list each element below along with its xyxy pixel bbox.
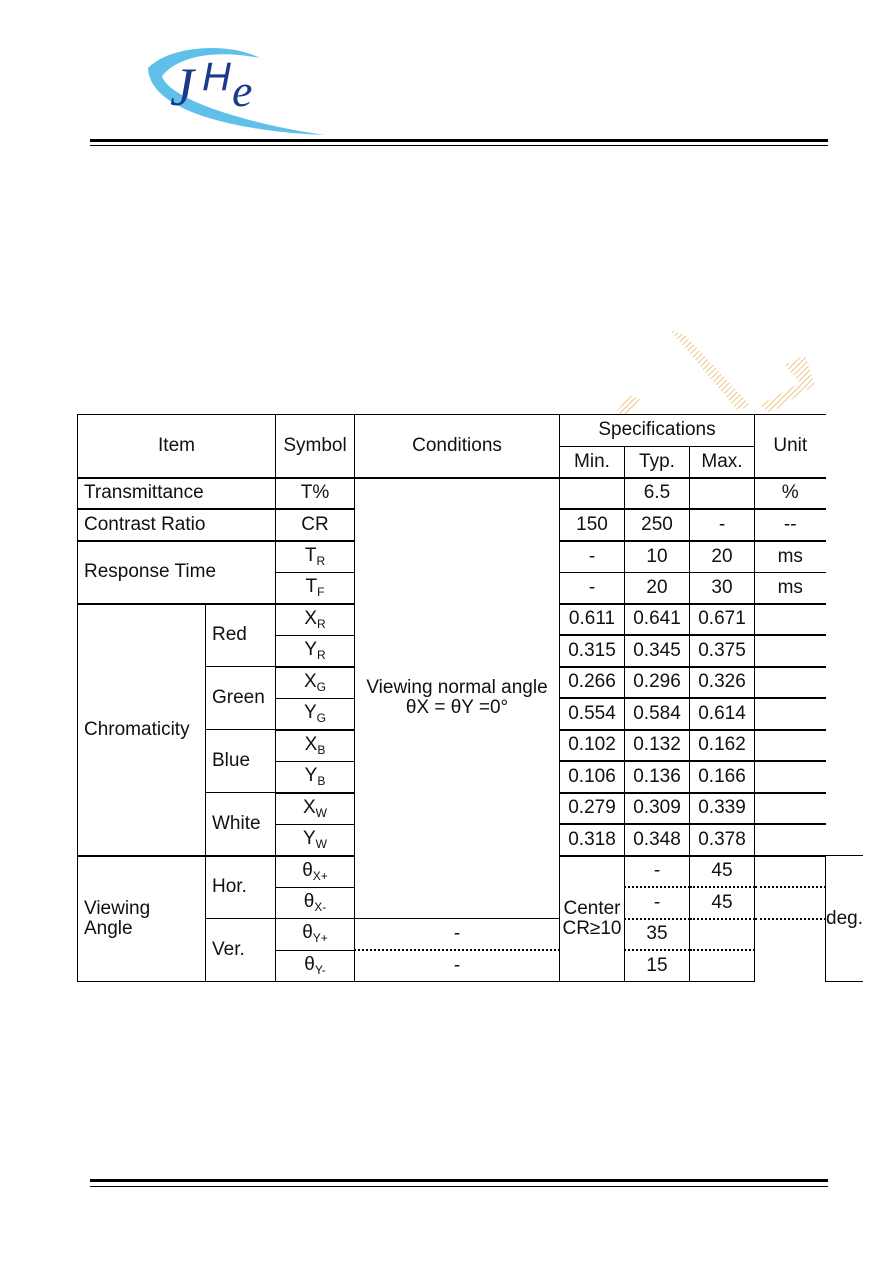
unit-yr bbox=[755, 635, 826, 667]
max-xr: 0.671 bbox=[690, 604, 755, 636]
conditions-center bbox=[560, 856, 625, 982]
max-yw: 0.378 bbox=[690, 824, 755, 856]
unit-xb bbox=[755, 730, 826, 762]
header-min: Min. bbox=[560, 446, 625, 478]
min-theta-y-minus: - bbox=[355, 950, 560, 982]
unit-yb bbox=[755, 761, 826, 793]
typ-xb: 0.132 bbox=[625, 730, 690, 762]
unit-xw bbox=[755, 793, 826, 825]
header-specifications: Specifications bbox=[560, 415, 755, 447]
unit-viewing-angle: deg. bbox=[826, 856, 863, 982]
min-xg: 0.266 bbox=[560, 667, 625, 699]
viewing-label-line1: Viewing bbox=[84, 897, 151, 919]
typ-theta-x-plus: 45 bbox=[690, 856, 755, 888]
max-xg: 0.326 bbox=[690, 667, 755, 699]
min-theta-x-plus: - bbox=[625, 856, 690, 888]
max-yg: 0.614 bbox=[690, 698, 755, 730]
symbol-yw: $Y_W$ bbox=[276, 824, 355, 856]
max-yr: 0.375 bbox=[690, 635, 755, 667]
symbol-transmittance: T% bbox=[276, 478, 355, 510]
symbol-theta-y-minus: $\theta_{Y-}$ bbox=[276, 950, 355, 982]
min-response-tf: - bbox=[560, 572, 625, 604]
max-transmittance bbox=[690, 478, 755, 510]
footer-rule bbox=[90, 1179, 828, 1182]
chroma-group-white: White bbox=[206, 793, 276, 856]
symbol-yb: $Y_B$ bbox=[276, 761, 355, 793]
typ-yg: 0.584 bbox=[625, 698, 690, 730]
header-rule-thin bbox=[90, 145, 828, 146]
conditions-center-line1: Center bbox=[563, 897, 621, 919]
item-transmittance: Transmittance bbox=[78, 478, 276, 510]
min-xr: 0.611 bbox=[560, 604, 625, 636]
min-theta-x-minus: - bbox=[625, 887, 690, 919]
optical-spec-table bbox=[77, 414, 863, 982]
min-response-tr: - bbox=[560, 541, 625, 573]
symbol-yr: $Y_R$ bbox=[276, 635, 355, 667]
header-typ: Typ. bbox=[625, 446, 690, 478]
typ-yb: 0.136 bbox=[625, 761, 690, 793]
conditions-center-line2: CR≥10 bbox=[562, 917, 622, 939]
item-chromaticity: Chromaticity bbox=[78, 604, 206, 856]
chroma-group-blue: Blue bbox=[206, 730, 276, 793]
min-theta-y-plus: - bbox=[355, 919, 560, 951]
symbol-theta-y-plus: $\theta_{Y+}$ bbox=[276, 919, 355, 951]
symbol-theta-x-minus: $\theta_{X-}$ bbox=[276, 887, 355, 919]
header-rule bbox=[90, 139, 828, 142]
unit-contrast-ratio: -- bbox=[755, 509, 826, 541]
company-logo bbox=[140, 40, 340, 140]
unit-xr bbox=[755, 604, 826, 636]
svg-text:J: J bbox=[170, 57, 194, 117]
footer-rule-thin bbox=[90, 1186, 828, 1187]
svg-text:H: H bbox=[202, 55, 231, 99]
symbol-theta-x-plus: $\theta_{X+}$ bbox=[276, 856, 355, 888]
typ-yr: 0.345 bbox=[625, 635, 690, 667]
item-viewing-angle bbox=[78, 856, 206, 982]
symbol-response-tr: $T_R$ bbox=[276, 541, 355, 573]
unit-yw bbox=[755, 824, 826, 856]
symbol-xr: $X_R$ bbox=[276, 604, 355, 636]
typ-theta-x-minus: 45 bbox=[690, 887, 755, 919]
symbol-contrast-ratio: CR bbox=[276, 509, 355, 541]
typ-xw: 0.309 bbox=[625, 793, 690, 825]
symbol-response-tf: $T_F$ bbox=[276, 572, 355, 604]
watermark bbox=[600, 325, 830, 415]
header-unit: Unit bbox=[755, 415, 826, 478]
unit-response-tr: ms bbox=[755, 541, 826, 573]
chroma-group-green: Green bbox=[206, 667, 276, 730]
max-response-tf: 30 bbox=[690, 572, 755, 604]
viewing-group-ver: Ver. bbox=[206, 919, 276, 982]
max-xb: 0.162 bbox=[690, 730, 755, 762]
symbol-yg: $Y_G$ bbox=[276, 698, 355, 730]
header-item: Item bbox=[78, 415, 276, 478]
viewing-label-line2: Angle bbox=[84, 917, 133, 939]
typ-xr: 0.641 bbox=[625, 604, 690, 636]
max-theta-x-plus bbox=[755, 856, 826, 888]
conditions-line2: θX = θY =0° bbox=[405, 697, 509, 719]
header-conditions: Conditions bbox=[355, 415, 560, 478]
header-symbol: Symbol bbox=[276, 415, 355, 478]
min-yg: 0.554 bbox=[560, 698, 625, 730]
typ-xg: 0.296 bbox=[625, 667, 690, 699]
typ-theta-y-plus: 35 bbox=[625, 919, 690, 951]
item-contrast-ratio: Contrast Ratio bbox=[78, 509, 276, 541]
chroma-group-red: Red bbox=[206, 604, 276, 667]
min-yw: 0.318 bbox=[560, 824, 625, 856]
min-xw: 0.279 bbox=[560, 793, 625, 825]
typ-transmittance: 6.5 bbox=[625, 478, 690, 510]
unit-response-tf: ms bbox=[755, 572, 826, 604]
conditions-normal-angle bbox=[355, 478, 560, 919]
unit-xg bbox=[755, 667, 826, 699]
min-transmittance bbox=[560, 478, 625, 510]
min-contrast-ratio: 150 bbox=[560, 509, 625, 541]
header-max: Max. bbox=[690, 446, 755, 478]
symbol-xb: $X_B$ bbox=[276, 730, 355, 762]
conditions-line1: Viewing normal angle bbox=[366, 677, 548, 699]
max-theta-y-minus bbox=[690, 950, 755, 982]
max-contrast-ratio: - bbox=[690, 509, 755, 541]
typ-response-tf: 20 bbox=[625, 572, 690, 604]
item-response-time: Response Time bbox=[78, 541, 276, 604]
unit-transmittance: % bbox=[755, 478, 826, 510]
viewing-group-hor: Hor. bbox=[206, 856, 276, 919]
unit-yg bbox=[755, 698, 826, 730]
symbol-xg: $X_G$ bbox=[276, 667, 355, 699]
symbol-xw: $X_W$ bbox=[276, 793, 355, 825]
max-theta-x-minus bbox=[755, 887, 826, 919]
max-response-tr: 20 bbox=[690, 541, 755, 573]
min-xb: 0.102 bbox=[560, 730, 625, 762]
typ-contrast-ratio: 250 bbox=[625, 509, 690, 541]
typ-response-tr: 10 bbox=[625, 541, 690, 573]
max-theta-y-plus bbox=[690, 919, 755, 951]
typ-yw: 0.348 bbox=[625, 824, 690, 856]
svg-text:e: e bbox=[232, 65, 253, 116]
typ-theta-y-minus: 15 bbox=[625, 950, 690, 982]
min-yr: 0.315 bbox=[560, 635, 625, 667]
min-yb: 0.106 bbox=[560, 761, 625, 793]
max-xw: 0.339 bbox=[690, 793, 755, 825]
max-yb: 0.166 bbox=[690, 761, 755, 793]
